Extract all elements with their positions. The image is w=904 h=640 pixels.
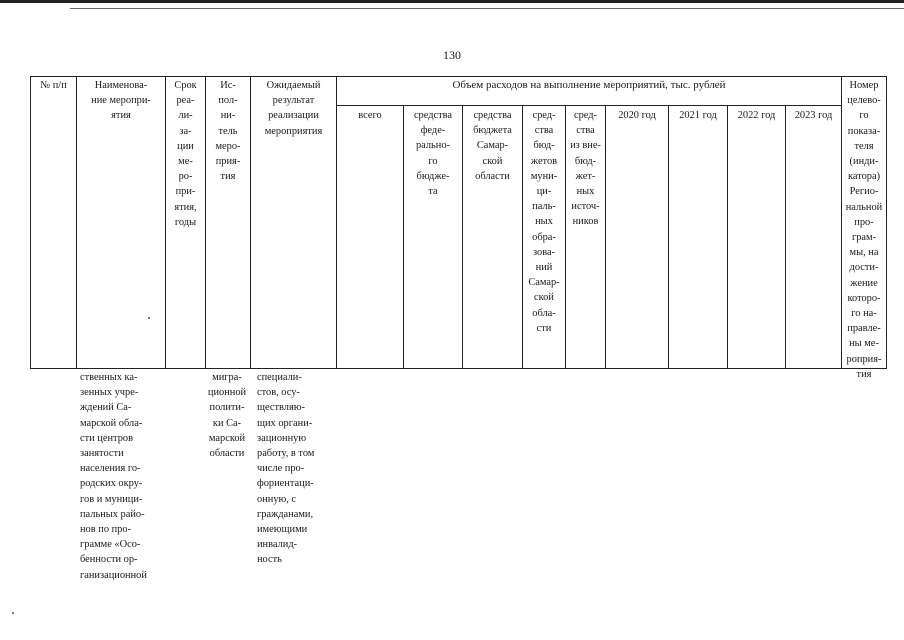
col-rule	[668, 105, 669, 368]
col-rule	[30, 76, 31, 368]
header-name: Наименова- ние меропри- ятия	[91, 80, 151, 122]
header-municipal: сред- ства бюд- жетов муни- ци- паль- ных обра- зова- ний Самар- ской обла- сти	[528, 110, 560, 334]
col-rule	[886, 76, 887, 368]
header-offbudget: сред- ства из вне- бюд- жет- ных источ- ников	[570, 110, 601, 228]
header-term: Срок реа- ли- за- ции ме- ро- при- ятия, годы	[174, 80, 197, 228]
header-bottom-rule	[30, 368, 887, 369]
header-total: всего	[358, 110, 382, 121]
col-rule	[727, 105, 728, 368]
header-regional: средства бюджета Самар- ской области	[473, 110, 512, 182]
header-2021: 2021 год	[679, 110, 717, 121]
expenses-subheader-rule	[336, 105, 841, 106]
row-executor-continuation: мигра- ционной полити- ки Са- марской области	[207, 372, 247, 460]
header-num: № п/п	[40, 80, 67, 91]
scan-speck	[148, 317, 150, 319]
header-2023: 2023 год	[794, 110, 833, 121]
header-expenses-group: Объем расходов на выполнение мероприятий, тыс. рублей	[452, 79, 726, 91]
col-rule	[785, 105, 786, 368]
table-top-rule	[30, 76, 887, 77]
header-result: Ожидаемый результат реализации мероприятия	[264, 80, 323, 137]
header-2020: 2020 год	[618, 110, 656, 121]
header-2022: 2022 год	[737, 110, 776, 121]
scan-speck	[12, 612, 14, 614]
header-indicator: Номер целево- го показа- теля (инди- катора) Регио- нальной про- грам- мы, на дости- жение которо- го на- правле- ны ме- роприя- тия	[845, 80, 883, 380]
row-name-continuation: ственных ка- зенных учре- ждений Са- марской обла- сти центров занятости населения го- родских окру- гов и муници- пальных райо- нов по про- грамме «Осо- бенности ор- ганизационной	[80, 372, 147, 581]
row-result-continuation: специали- стов, осу- ществляю- щих органи- зационную работу, в том числе про- фориентаци- онную, с гражданами, имеющими инвалид- ность	[257, 372, 315, 566]
page-number: 130	[443, 48, 461, 62]
header-federal: средства феде- рально- го бюдже- та	[413, 110, 453, 198]
header-executor: Ис- пол- ни- тель меро- прия- тия	[215, 80, 241, 183]
